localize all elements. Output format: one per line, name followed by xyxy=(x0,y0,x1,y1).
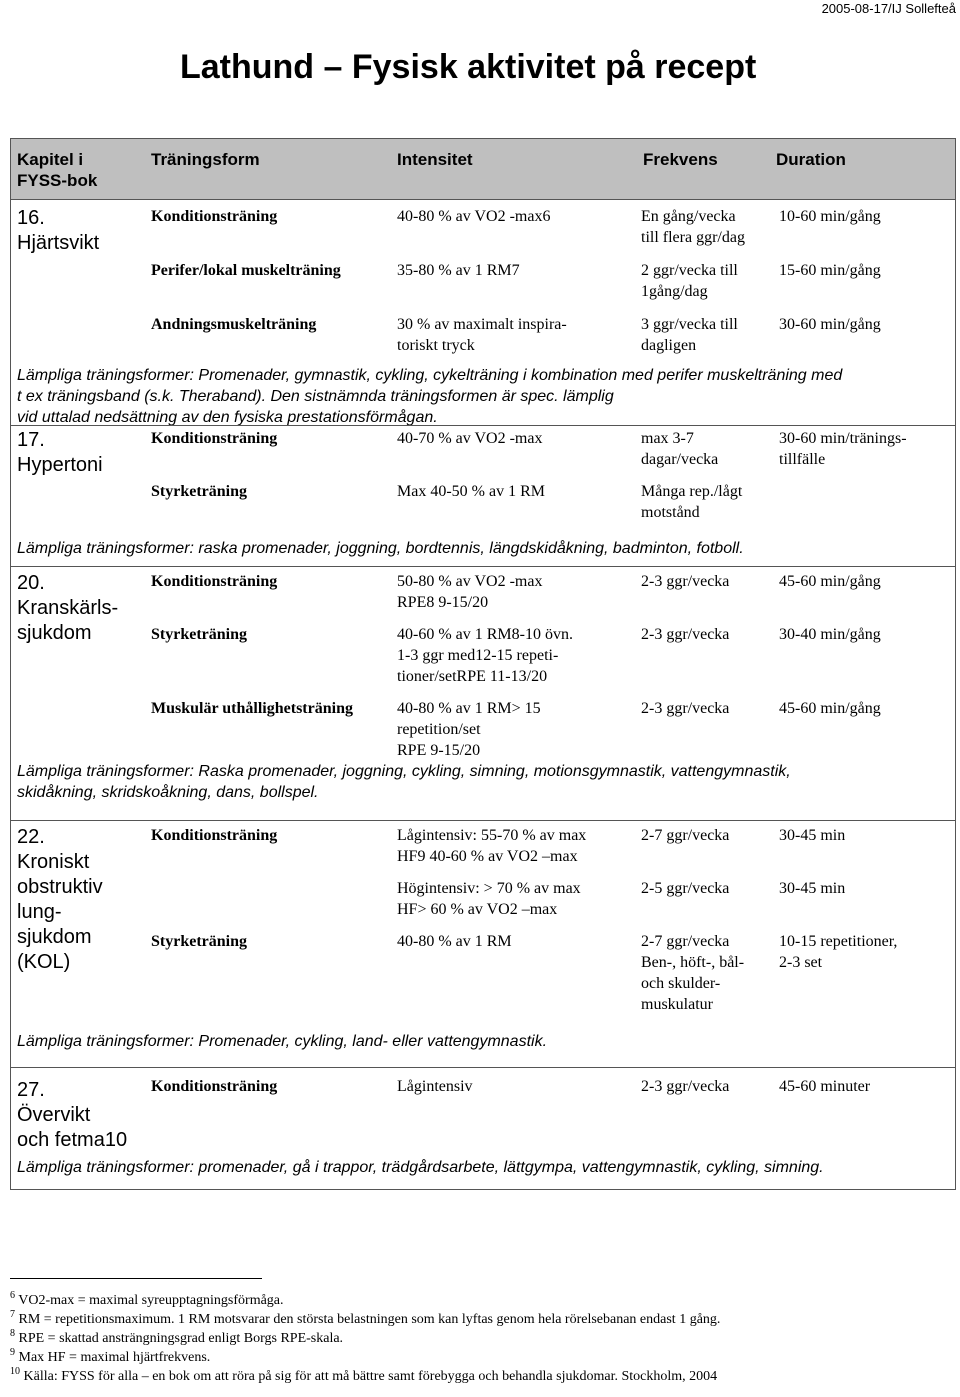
table-section xyxy=(11,566,955,820)
cell-frequency xyxy=(641,931,744,1015)
cell-form xyxy=(151,260,341,281)
cell-frequency xyxy=(641,206,745,248)
frequency-line: dagligen xyxy=(641,337,697,354)
training-form: Konditionsträning xyxy=(151,1078,278,1095)
intensity-line: 50-80 % av VO2 -max xyxy=(397,573,543,590)
cell-intensity xyxy=(397,571,542,613)
duration-line: 30-45 min xyxy=(779,827,846,844)
training-form: Perifer/lokal muskelträning xyxy=(151,262,341,279)
cell-frequency xyxy=(641,428,718,470)
cell-duration xyxy=(779,428,907,470)
chapter-line: och fetma10 xyxy=(17,1129,128,1151)
frequency-line: 2-3 ggr/vecka xyxy=(641,1078,730,1095)
cell-intensity xyxy=(397,314,567,356)
footnote xyxy=(10,1349,210,1367)
cell-intensity xyxy=(397,1076,473,1097)
cell-frequency xyxy=(641,698,729,719)
cell-duration xyxy=(779,931,897,973)
frequency-line: max 3-7 xyxy=(641,430,694,447)
intensity-line: 35-80 % av 1 RM7 xyxy=(397,262,520,279)
intensity-line: Lågintensiv: 55-70 % av max xyxy=(397,827,587,844)
chapter-line: (KOL) xyxy=(17,951,71,973)
note-line: Lämpliga träningsformer: Raska promenader, joggning, cykling, simning, motionsgymnastik, vattengymnastik, xyxy=(17,763,791,780)
footnote-text: RM = repetitionsmaximum. 1 RM motsvarar den största belastningen som kan lyftas genom hela rörelsebanan endast 1 gång. xyxy=(15,1312,721,1327)
table-section xyxy=(11,425,955,566)
cell-intensity xyxy=(397,624,573,687)
note-line: Lämpliga träningsformer: Promenader, cykling, land- eller vattengymnastik. xyxy=(17,1033,548,1050)
chapter-label xyxy=(17,571,142,646)
chapter-line: 17. xyxy=(17,429,45,451)
note-line: Lämpliga träningsformer: Promenader, gymnastik, cykling, cykelträning i kombination med perifer muskelträning med xyxy=(17,367,843,384)
frequency-line: till flera ggr/dag xyxy=(641,229,745,246)
intensity-line: 40-80 % av VO2 -max6 xyxy=(397,208,551,225)
duration-line: 30-45 min xyxy=(779,880,846,897)
cell-duration xyxy=(779,624,881,645)
chapter-label xyxy=(17,1078,142,1153)
cell-intensity xyxy=(397,931,512,952)
cell-intensity xyxy=(397,878,581,920)
chapter-line: Kroniskt xyxy=(17,851,90,873)
suitable-training-note xyxy=(17,1157,947,1178)
cell-form xyxy=(151,698,353,719)
cell-form xyxy=(151,206,277,227)
frequency-line: Ben-, höft-, bål- xyxy=(641,954,745,971)
intensity-line: Max 40-50 % av 1 RM xyxy=(397,483,545,500)
note-line: vid uttalad nedsättning av den fysiska prestationsförmågan. xyxy=(17,409,438,426)
cell-intensity xyxy=(397,481,545,502)
cell-intensity xyxy=(397,260,520,281)
chapter-label xyxy=(17,428,142,478)
chapter-line: 20. xyxy=(17,572,45,594)
cell-intensity xyxy=(397,206,550,227)
table-section xyxy=(11,820,955,1067)
table-header xyxy=(11,139,955,200)
duration-line: 45-60 minuter xyxy=(779,1078,871,1095)
frequency-line: 2-3 ggr/vecka xyxy=(641,700,730,717)
intensity-line: 30 % av maximalt inspira- xyxy=(397,316,567,333)
footnote xyxy=(10,1330,343,1348)
chapter-line: 16. xyxy=(17,207,45,229)
cell-duration xyxy=(779,825,845,846)
duration-line: 15-60 min/gång xyxy=(779,262,881,279)
chapter-line: lung- xyxy=(17,901,62,923)
cell-duration xyxy=(779,314,881,335)
intensity-line: tioner/setRPE 11-13/20 xyxy=(397,668,548,685)
footnote-text: Max HF = maximal hjärtfrekvens. xyxy=(15,1350,211,1365)
suitable-training-note xyxy=(17,538,947,559)
chapter-line: obstruktiv xyxy=(17,876,103,898)
chapter-line: 22. xyxy=(17,826,45,848)
training-form: Andningsmuskelträning xyxy=(151,316,317,333)
intensity-line: 40-70 % av VO2 -max xyxy=(397,430,543,447)
intensity-line: RPE8 9-15/20 xyxy=(397,594,489,611)
cell-frequency xyxy=(641,571,729,592)
intensity-line: HF9 40-60 % av VO2 –max xyxy=(397,848,578,865)
frequency-line: Många rep./lågt xyxy=(641,483,743,500)
duration-line: 45-60 min/gång xyxy=(779,700,881,717)
intensity-line: Lågintensiv xyxy=(397,1078,473,1095)
frequency-line: 2 ggr/vecka till xyxy=(641,262,738,279)
col-header-intensity: Intensitet xyxy=(397,150,473,169)
cell-intensity xyxy=(397,428,542,449)
training-form: Konditionsträning xyxy=(151,573,278,590)
cell-form xyxy=(151,481,247,502)
duration-line: 2-3 set xyxy=(779,954,823,971)
duration-line: 30-60 min/tränings- xyxy=(779,430,907,447)
frequency-line: motstånd xyxy=(641,504,700,521)
table-section xyxy=(11,1067,955,1191)
chapter-line: sjukdom xyxy=(17,622,92,644)
intensity-line: repetition/set xyxy=(397,721,481,738)
footnote-text: VO2-max = maximal syreupptagningsförmåga. xyxy=(15,1293,284,1308)
duration-line: 45-60 min/gång xyxy=(779,573,881,590)
duration-line: 10-60 min/gång xyxy=(779,208,881,225)
cell-frequency xyxy=(641,825,729,846)
frequency-line: muskulatur xyxy=(641,996,713,1013)
footnote-rule xyxy=(10,1278,262,1279)
training-form: Styrketräning xyxy=(151,483,247,500)
duration-line: 30-40 min/gång xyxy=(779,626,881,643)
intensity-line: 40-80 % av 1 RM> 15 xyxy=(397,700,541,717)
note-line: Lämpliga träningsformer: promenader, gå i trappor, trädgårdsarbete, lättgympa, vattengymnastik, cykling, simning. xyxy=(17,1159,824,1176)
intensity-line: 40-60 % av 1 RM8-10 övn. xyxy=(397,626,573,643)
training-form: Konditionsträning xyxy=(151,208,278,225)
cell-duration xyxy=(779,260,881,281)
cell-intensity xyxy=(397,825,586,867)
footnote-text: RPE = skattad ansträngningsgrad enligt Borgs RPE-skala. xyxy=(15,1331,344,1346)
intensity-line: 1-3 ggr med12-15 repeti- xyxy=(397,647,559,664)
cell-form xyxy=(151,1076,277,1097)
cell-form xyxy=(151,571,277,592)
intensity-line: toriskt tryck xyxy=(397,337,475,354)
intensity-line: Högintensiv: > 70 % av max xyxy=(397,880,581,897)
cell-form xyxy=(151,624,247,645)
chapter-line: sjukdom xyxy=(17,926,92,948)
footnote-number: 8 xyxy=(10,1328,15,1339)
chapter-label xyxy=(17,825,142,975)
page-title: Lathund – Fysisk aktivitet på recept xyxy=(180,48,757,86)
cell-duration xyxy=(779,206,881,227)
table-section xyxy=(11,200,955,425)
cell-duration xyxy=(779,698,881,719)
cell-duration xyxy=(779,1076,870,1097)
cell-form xyxy=(151,428,277,449)
footnote-number: 7 xyxy=(10,1309,15,1320)
footnote-number: 6 xyxy=(10,1290,15,1301)
frequency-line: 1gång/dag xyxy=(641,283,708,300)
frequency-line: 2-7 ggr/vecka xyxy=(641,827,730,844)
chapter-line: Kranskärls- xyxy=(17,597,119,619)
intensity-line: RPE 9-15/20 xyxy=(397,742,481,759)
cell-intensity xyxy=(397,698,541,761)
footnote xyxy=(10,1311,720,1329)
cell-form xyxy=(151,931,247,952)
frequency-line: dagar/vecka xyxy=(641,451,719,468)
suitable-training-note xyxy=(17,365,947,428)
suitable-training-note xyxy=(17,1031,947,1052)
training-form: Muskulär uthållighetsträning xyxy=(151,700,353,717)
cell-frequency xyxy=(641,1076,729,1097)
cell-form xyxy=(151,314,316,335)
suitable-training-note xyxy=(17,761,947,803)
frequency-line: 2-3 ggr/vecka xyxy=(641,626,730,643)
cell-duration xyxy=(779,878,845,899)
frequency-line: 2-7 ggr/vecka xyxy=(641,933,730,950)
col-header-chapter: Kapitel i FYSS-bok xyxy=(17,150,98,190)
note-line: skidåkning, skridskoåkning, dans, bollspel. xyxy=(17,784,319,801)
cell-frequency xyxy=(641,878,729,899)
duration-line: 10-15 repetitioner, xyxy=(779,933,898,950)
chapter-line: Hypertoni xyxy=(17,454,103,476)
footnote-text: Källa: FYSS för alla – en bok om att röra på sig för att må bättre samt förebygga och behandla sjukdomar. Stockholm, 2004 xyxy=(20,1369,718,1384)
col-header-form: Träningsform xyxy=(151,150,260,169)
training-form: Konditionsträning xyxy=(151,430,278,447)
chapter-line: 27. xyxy=(17,1079,45,1101)
chapter-line: Övervikt xyxy=(17,1104,91,1126)
cell-frequency xyxy=(641,481,742,523)
training-form: Styrketräning xyxy=(151,933,247,950)
training-form: Styrketräning xyxy=(151,626,247,643)
frequency-line: En gång/vecka xyxy=(641,208,736,225)
footnote xyxy=(10,1368,717,1386)
frequency-line: 3 ggr/vecka till xyxy=(641,316,738,333)
footnote-number: 9 xyxy=(10,1347,15,1358)
note-line: t ex träningsband (s.k. Theraband). Den sistnämnda träningsformen är spec. lämplig xyxy=(17,388,614,405)
chapter-line: Hjärtsvikt xyxy=(17,232,100,254)
frequency-line: 2-3 ggr/vecka xyxy=(641,573,730,590)
cell-frequency xyxy=(641,314,738,356)
duration-line: 30-60 min/gång xyxy=(779,316,881,333)
header-date: 2005-08-17/IJ Sollefteå xyxy=(821,1,956,16)
col-header-frequency: Frekvens xyxy=(643,150,718,169)
intensity-line: HF> 60 % av VO2 –max xyxy=(397,901,558,918)
note-line: Lämpliga träningsformer: raska promenader, joggning, bordtennis, längdskidåkning, badminton, fotboll. xyxy=(17,540,744,557)
footnote-number: 10 xyxy=(10,1366,20,1377)
cell-frequency xyxy=(641,260,738,302)
frequency-line: och skulder- xyxy=(641,975,721,992)
cell-duration xyxy=(779,571,881,592)
training-form: Konditionsträning xyxy=(151,827,278,844)
duration-line: tillfälle xyxy=(779,451,826,468)
cell-form xyxy=(151,825,277,846)
footnote xyxy=(10,1292,284,1310)
cell-frequency xyxy=(641,624,729,645)
prescription-table xyxy=(10,138,956,1190)
frequency-line: 2-5 ggr/vecka xyxy=(641,880,730,897)
chapter-label xyxy=(17,206,142,256)
intensity-line: 40-80 % av 1 RM xyxy=(397,933,512,950)
col-header-duration: Duration xyxy=(776,150,846,169)
